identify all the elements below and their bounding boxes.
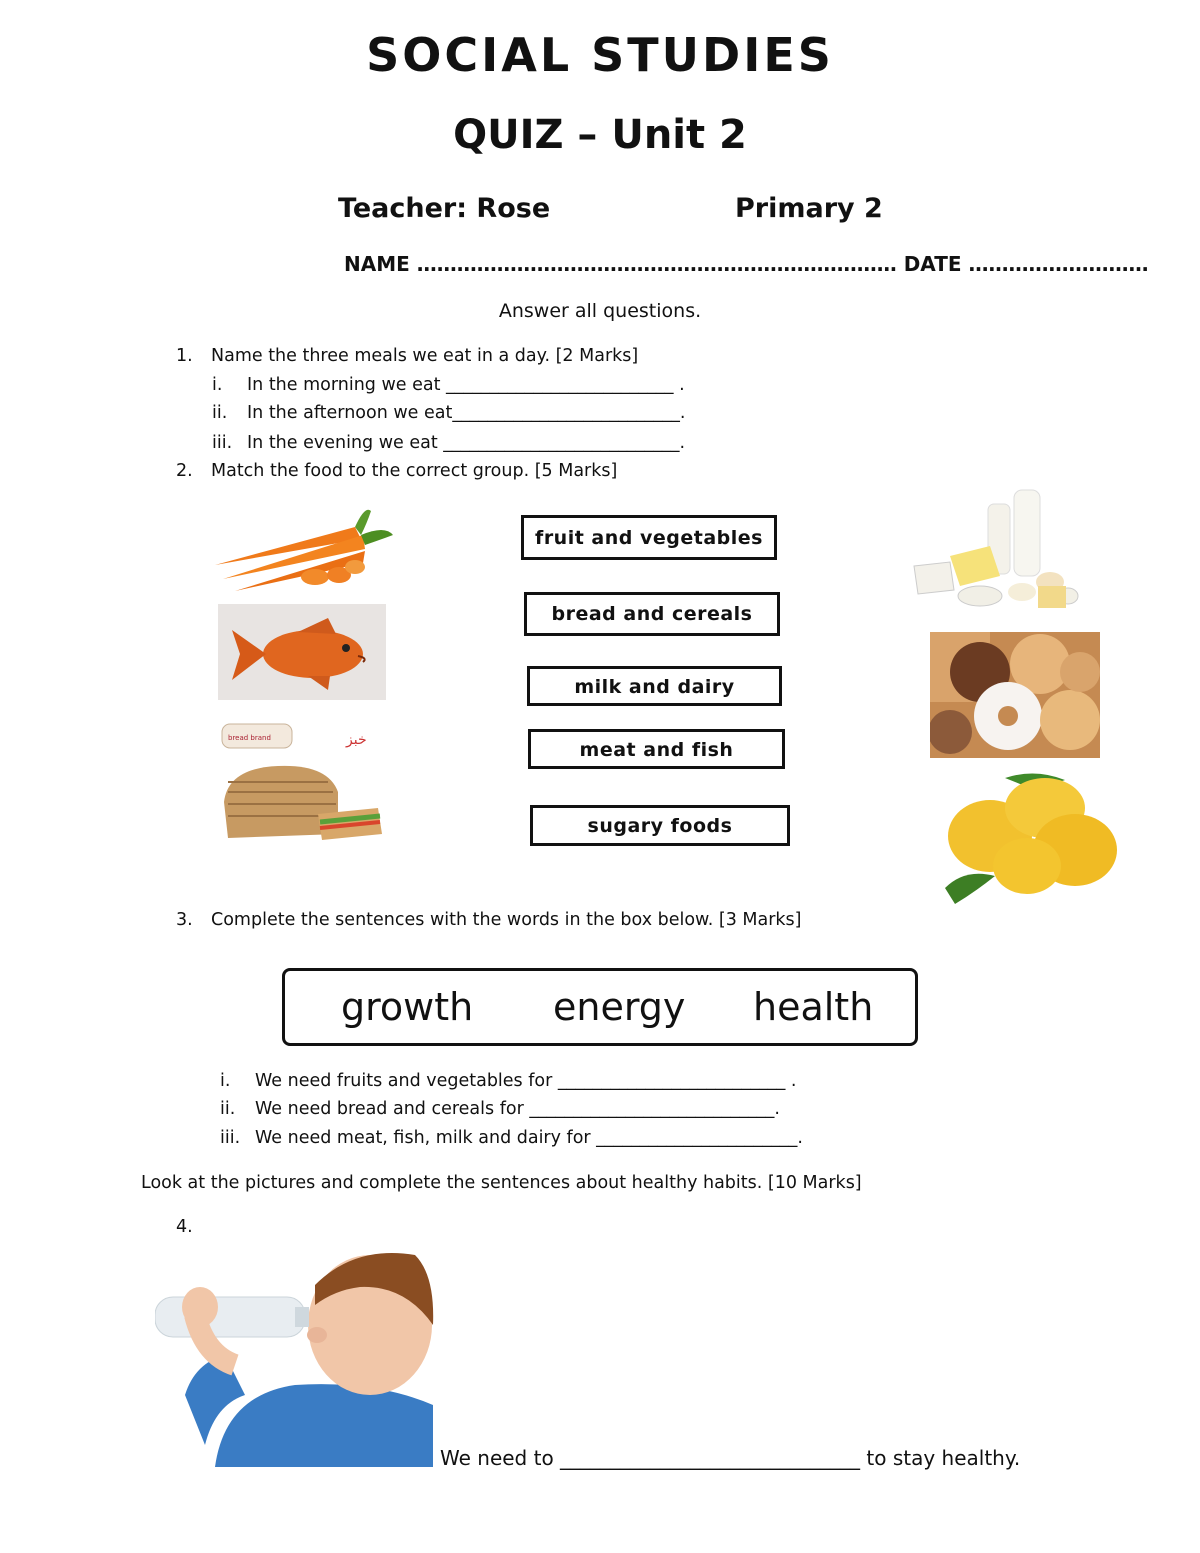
mango-image xyxy=(935,768,1120,906)
question-text: Name the three meals we eat in a day. [2 Marks] xyxy=(211,346,639,366)
fill-in-sentence: In the afternoon we eat__________________________. xyxy=(247,403,686,423)
question-2 xyxy=(176,461,617,481)
roman-numeral: iii. xyxy=(220,1128,241,1148)
fill-in-sentence: In the morning we eat __________________________ . xyxy=(247,375,685,395)
word-growth: growth xyxy=(341,985,474,1029)
group-sugary-foods: sugary foods xyxy=(530,805,790,846)
group-bread-and-cereals: bread and cereals xyxy=(524,592,780,636)
q1-item-1 xyxy=(212,375,685,395)
teacher-label: Teacher: Rose xyxy=(338,193,551,224)
q3-item-3 xyxy=(220,1128,803,1148)
svg-text:bread brand: bread brand xyxy=(228,734,271,742)
fish-image xyxy=(218,604,386,700)
bread-image xyxy=(218,722,386,850)
roman-numeral: i. xyxy=(220,1071,231,1091)
page-title: SOCIAL STUDIES xyxy=(366,28,834,82)
question-1 xyxy=(176,346,638,366)
group-meat-and-fish: meat and fish xyxy=(528,729,785,769)
question-text: Complete the sentences with the words in the box below. [3 Marks] xyxy=(211,910,802,930)
quiz-subtitle: QUIZ – Unit 2 xyxy=(453,112,747,158)
fill-in-sentence: We need fruits and vegetables for __________________________ . xyxy=(255,1071,797,1091)
q4-intro: Look at the pictures and complete the sentences about healthy habits. [10 Marks] xyxy=(141,1173,862,1193)
question-number: 3. xyxy=(176,910,193,930)
q4-sentence: We need to ______________________________ to stay healthy. xyxy=(440,1446,1021,1470)
donut-image xyxy=(930,632,1100,758)
word-energy: energy xyxy=(553,985,686,1029)
question-text: Match the food to the correct group. [5 Marks] xyxy=(211,461,618,481)
dairy-image xyxy=(910,486,1085,616)
question-number: 1. xyxy=(176,346,193,366)
fill-in-sentence: We need meat, fish, milk and dairy for _______________________. xyxy=(255,1128,803,1148)
name-date-line: NAME ……………………………………………………………… DATE ……………………… xyxy=(344,252,1149,276)
group-milk-and-dairy: milk and dairy xyxy=(527,666,782,706)
roman-numeral: ii. xyxy=(212,403,228,423)
q3-item-1 xyxy=(220,1071,797,1091)
svg-text:خبز: خبز xyxy=(346,732,367,748)
question-number: 2. xyxy=(176,461,193,481)
boy-drinking-image xyxy=(155,1245,435,1467)
class-label: Primary 2 xyxy=(735,193,883,224)
q1-item-3 xyxy=(212,433,685,453)
roman-numeral: i. xyxy=(212,375,223,395)
group-fruit-and-vegetables: fruit and vegetables xyxy=(521,515,777,560)
word-health: health xyxy=(753,985,874,1029)
carrot-image xyxy=(215,505,395,597)
question-3 xyxy=(176,910,802,930)
instruction-text: Answer all questions. xyxy=(498,300,702,322)
q3-item-2 xyxy=(220,1099,780,1119)
word-box xyxy=(282,968,918,1046)
q1-item-2 xyxy=(212,403,685,423)
fill-in-sentence: We need bread and cereals for ____________________________. xyxy=(255,1099,780,1119)
roman-numeral: iii. xyxy=(212,433,233,453)
question-number: 4. xyxy=(176,1217,193,1237)
fill-in-sentence: In the evening we eat ___________________________. xyxy=(247,433,686,453)
roman-numeral: ii. xyxy=(220,1099,236,1119)
